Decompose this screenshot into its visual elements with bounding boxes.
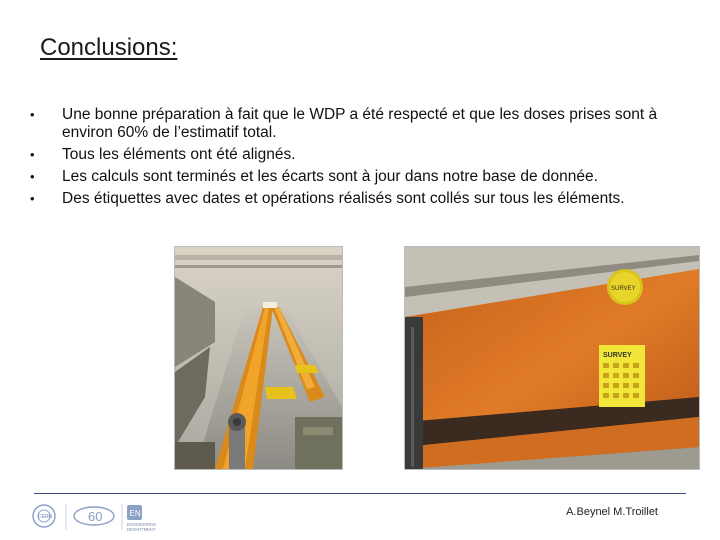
bullet-marker: • xyxy=(30,147,35,162)
en-logo-text: EN xyxy=(129,509,141,518)
cern-60-years-logo xyxy=(74,507,114,525)
bullet-item xyxy=(26,146,706,164)
bullet-list xyxy=(26,106,706,212)
survey-label-text: SURVEY xyxy=(603,352,632,359)
bullet-item xyxy=(26,168,706,186)
survey-sticker-round-text: SURVEY xyxy=(611,286,636,292)
sixty-logo-text: 60 xyxy=(88,509,103,524)
bullet-text: Tous les éléments ont été alignés. xyxy=(62,146,296,163)
bullet-marker: • xyxy=(30,107,35,122)
footer-divider xyxy=(34,493,686,494)
magnet-photo-image xyxy=(405,247,699,469)
bullet-marker: • xyxy=(30,169,35,184)
magnet-photo xyxy=(404,246,700,470)
bullet-text: Des étiquettes avec dates et opérations réalisés sont collés sur tous les éléments. xyxy=(62,190,625,207)
tunnel-photo-image xyxy=(175,247,342,469)
author-credit: A.Beynel M.Troillet xyxy=(566,506,658,518)
bullet-item xyxy=(26,190,706,208)
en-logo-caption-line-2: DEPARTMENT xyxy=(127,527,156,532)
bullet-text: Une bonne préparation à fait que le WDP a été respecté et que les doses prises sont à environ 60% de l’estimatif total. xyxy=(62,106,658,141)
en-logo-caption-line-1: ENGINEERING xyxy=(127,522,157,527)
tunnel-photo xyxy=(174,246,343,470)
bullet-text: Les calculs sont terminés et les écarts sont à jour dans notre base de donnée. xyxy=(62,168,598,185)
bullet-item xyxy=(26,106,706,142)
footer-logos xyxy=(30,498,170,536)
slide-title: Conclusions: xyxy=(40,34,178,61)
cern-logo-text: CERN xyxy=(38,514,53,520)
en-engineering-department-logo xyxy=(127,505,156,532)
bullet-marker: • xyxy=(30,191,35,206)
cern-logo xyxy=(33,505,55,527)
